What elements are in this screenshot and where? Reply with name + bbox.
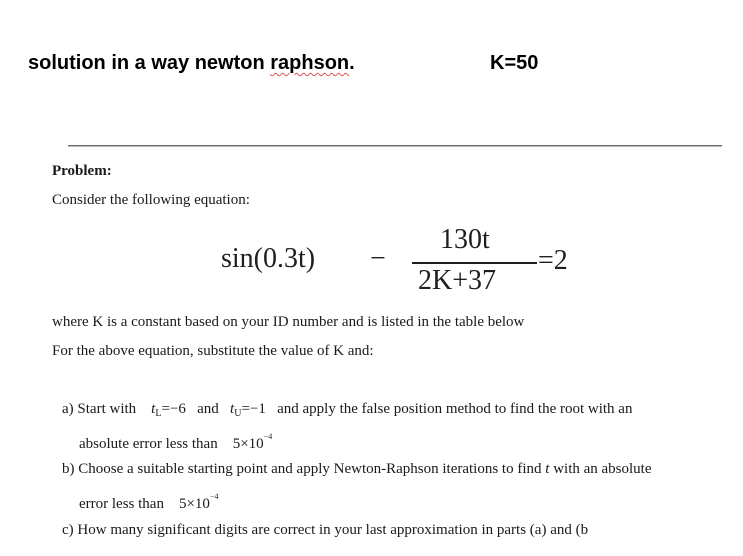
problem-intro: Consider the following equation:	[52, 192, 250, 208]
tolerance-b: $5\times 10^{-4}$	[178, 492, 219, 512]
part-a-prefix: a) Start with	[62, 401, 137, 417]
part-b-line-1: b) Choose a suitable starting point and apply Newton-Raphson iterations to find t with an absolute	[62, 461, 652, 477]
equation-minus: −	[370, 243, 386, 274]
part-a-suffix: and apply the false position method to find the root with an	[277, 401, 633, 417]
var-t: t	[545, 461, 550, 477]
spellcheck-word: raphson	[270, 52, 350, 74]
and-word: and	[197, 401, 219, 417]
tolerance-a: $5\times 10^{-4}$	[232, 432, 273, 452]
equation-rhs: =2	[538, 245, 568, 276]
where-line: where K is a constant based on your ID number and is listed in the table below	[52, 314, 525, 330]
problem-heading: Problem:	[52, 163, 112, 179]
part-a-line-1	[62, 401, 632, 419]
k-value: K=50	[490, 52, 539, 74]
equation-left: sin(0.3t)	[221, 243, 316, 274]
divider	[68, 145, 722, 147]
t-upper: $t_U=-1$	[230, 401, 266, 419]
header-suffix: .	[349, 52, 355, 74]
header-title	[28, 52, 355, 75]
t-lower: $t_L=-6$	[151, 401, 186, 419]
equation-denominator: 2K+37	[418, 265, 497, 296]
equation-numerator: 130t	[440, 224, 490, 255]
header-prefix: solution in a way newton	[28, 52, 271, 74]
fraction-bar	[412, 262, 537, 264]
part-b-line-2: error less than $5\times 10^{-4}$	[79, 492, 219, 512]
part-c-line: c) How many significant digits are correct in your last approximation in parts (a) and (b	[62, 522, 589, 538]
instruction-line: For the above equation, substitute the value of K and:	[52, 343, 374, 359]
part-a-line-2: absolute error less than $5\times 10^{-4}$	[79, 432, 273, 452]
